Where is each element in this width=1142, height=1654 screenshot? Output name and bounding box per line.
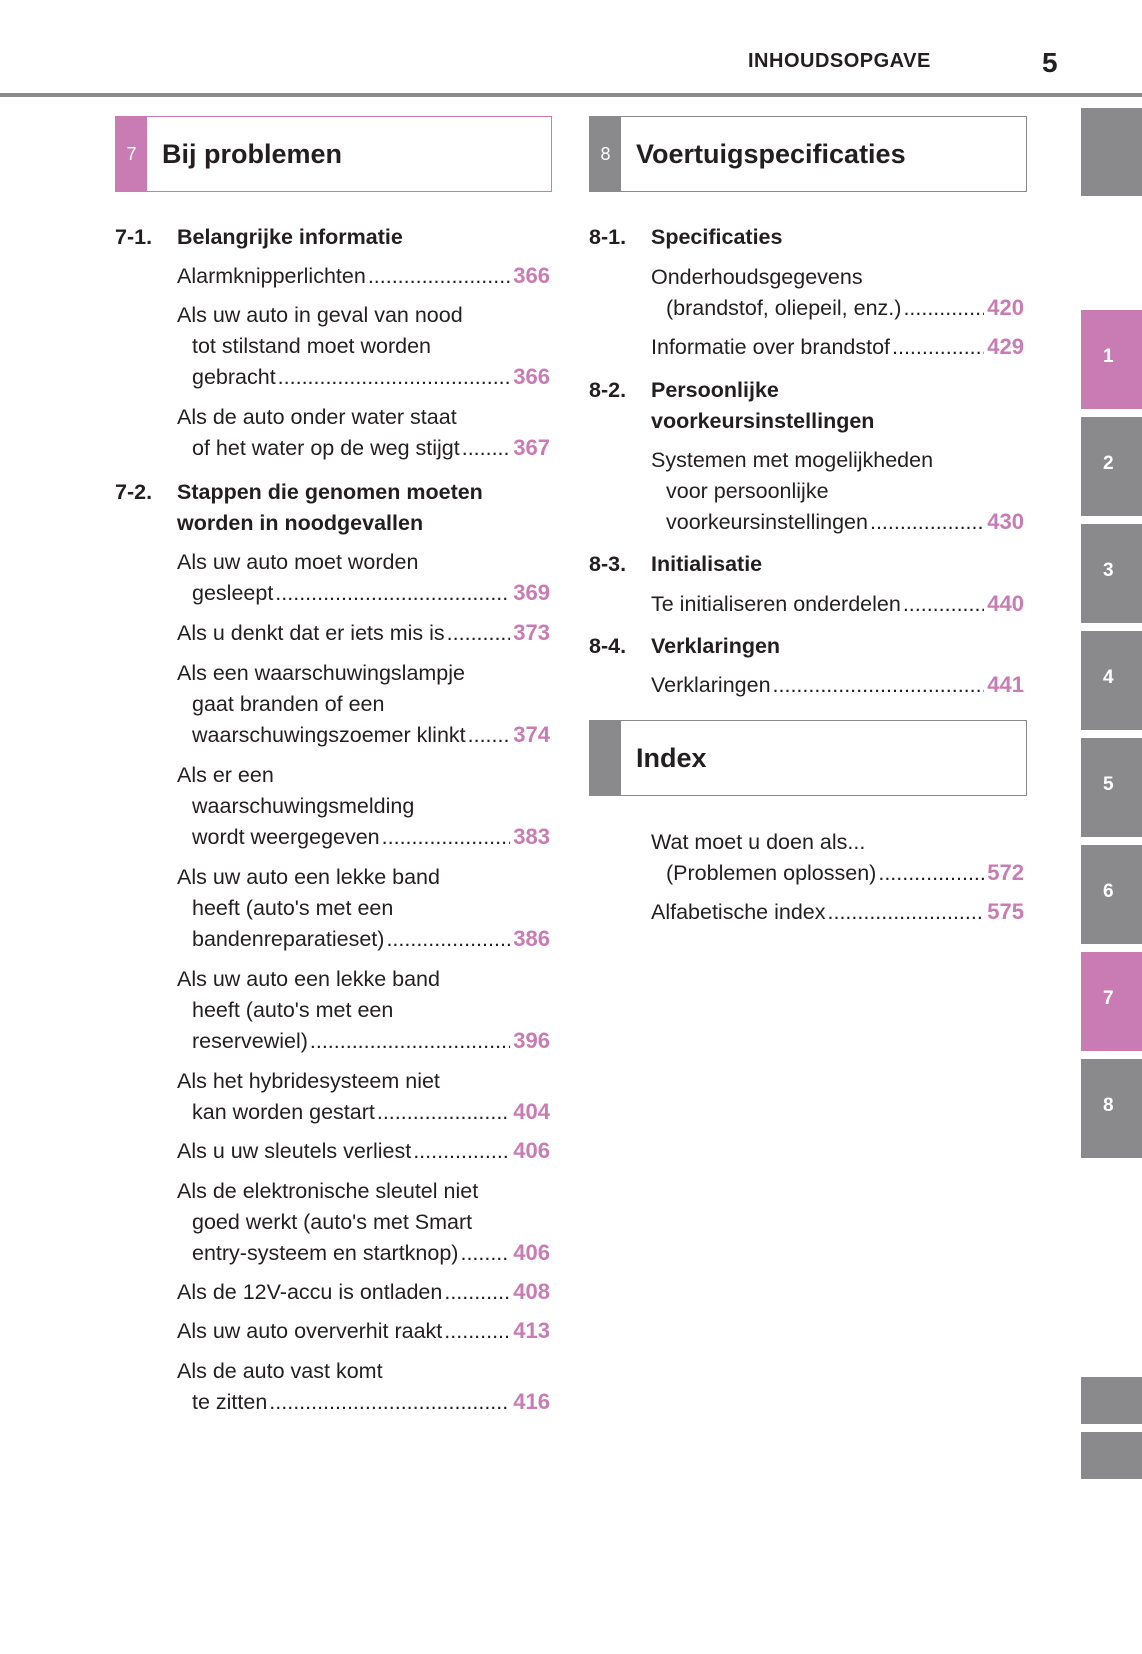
toc-page-number[interactable]: 404 — [513, 1099, 550, 1124]
toc-entry-line: Als uw auto een lekke band — [177, 865, 440, 889]
toc-entry-text: of het water op de weg stijgt — [192, 436, 460, 460]
leader-dots — [468, 722, 511, 748]
leader-dots — [462, 435, 511, 461]
toc-entry[interactable] — [666, 509, 1024, 535]
chapter-title: Voertuigspecificaties — [636, 138, 906, 169]
toc-entry-text: voorkeursinstellingen — [666, 510, 868, 534]
toc-entry-line: waarschuwingsmelding — [192, 794, 415, 818]
toc-page-number[interactable]: 413 — [513, 1318, 550, 1343]
toc-entry-text: Informatie over brandstof — [651, 335, 891, 359]
toc-entry-text: (Problemen oplossen) — [666, 861, 877, 885]
toc-entry[interactable] — [177, 1318, 550, 1344]
toc-entry-line: Als een waarschuwingslampje — [177, 661, 466, 685]
section-number: 8-3. — [589, 552, 627, 576]
toc-entry-line: Als de auto vast komt — [177, 1359, 383, 1383]
toc-page-number[interactable]: 575 — [987, 899, 1024, 924]
toc-page-number[interactable]: 366 — [513, 263, 550, 288]
toc-entry-line: Als de elektronische sleutel niet — [177, 1179, 479, 1203]
toc-entry[interactable] — [177, 1279, 550, 1305]
toc-entry[interactable] — [192, 1240, 550, 1266]
side-tab-label: 1 — [1103, 346, 1114, 367]
section-title[interactable]: Specificaties — [651, 225, 783, 249]
toc-entry[interactable] — [177, 620, 550, 646]
toc-entry-text: gebracht — [192, 365, 276, 389]
toc-entry[interactable] — [192, 824, 550, 850]
toc-entry[interactable] — [651, 899, 1024, 925]
toc-entry[interactable] — [192, 722, 550, 748]
toc-entry-line: Als uw auto een lekke band — [177, 967, 440, 991]
toc-entry[interactable] — [192, 1099, 550, 1125]
side-tab-6[interactable] — [1081, 845, 1142, 944]
toc-entry[interactable] — [192, 435, 550, 461]
toc-entry-line: goed werkt (auto's met Smart — [192, 1210, 473, 1234]
toc-entry-line: Systemen met mogelijkheden — [651, 448, 934, 472]
side-tab-4[interactable] — [1081, 631, 1142, 730]
toc-page-number[interactable]: 429 — [987, 334, 1024, 359]
leader-dots — [773, 672, 985, 698]
chapter-number: 7 — [116, 117, 147, 191]
leader-dots — [368, 263, 510, 289]
side-tab-label: 5 — [1103, 774, 1114, 795]
leader-dots — [413, 1138, 510, 1164]
toc-entry-text: kan worden gestart — [192, 1100, 375, 1124]
toc-entry-text: Als de 12V-accu is ontladen — [177, 1280, 443, 1304]
toc-entry-line: Als uw auto in geval van nood — [177, 303, 463, 327]
leader-dots — [903, 591, 984, 617]
toc-entry[interactable] — [177, 263, 550, 289]
leader-dots — [870, 509, 984, 535]
toc-entry-text: (brandstof, oliepeil, enz.) — [666, 296, 902, 320]
section-number: 8-1. — [589, 225, 627, 249]
side-tab-label: 4 — [1103, 667, 1114, 688]
leader-dots — [269, 1389, 510, 1415]
toc-entry-line: tot stilstand moet worden — [192, 334, 432, 358]
chapter-number: 8 — [590, 117, 621, 191]
section-title[interactable]: Stappen die genomen moeten — [177, 480, 483, 504]
toc-entry[interactable] — [192, 926, 550, 952]
toc-entry[interactable] — [651, 672, 1024, 698]
toc-entry-text: Als uw auto oververhit raakt — [177, 1319, 443, 1343]
leader-dots — [377, 1099, 510, 1125]
toc-entry-line: heeft (auto's met een — [192, 896, 394, 920]
side-tab-label: 7 — [1103, 988, 1114, 1009]
side-tab-label: 3 — [1103, 560, 1114, 581]
leader-dots — [892, 334, 984, 360]
toc-entry[interactable] — [651, 591, 1024, 617]
toc-page-number[interactable]: 386 — [513, 926, 550, 951]
leader-dots — [382, 824, 511, 850]
side-tab-blank — [1081, 108, 1142, 196]
side-tab-label: 8 — [1103, 1095, 1114, 1116]
index-marker — [590, 721, 621, 795]
running-header-title: INHOUDSOPGAVE — [748, 50, 931, 72]
toc-entry-text: bandenreparatieset) — [192, 927, 385, 951]
toc-entry-text: entry-systeem en startknop) — [192, 1241, 459, 1265]
side-tab-1[interactable] — [1081, 310, 1142, 409]
toc-entry[interactable] — [192, 580, 550, 606]
toc-page-number[interactable]: 440 — [987, 591, 1024, 616]
leader-dots — [444, 1318, 510, 1344]
toc-page-number[interactable]: 572 — [987, 860, 1024, 885]
toc-page-number[interactable]: 408 — [513, 1279, 550, 1304]
section-number: 7-1. — [115, 225, 153, 249]
toc-page-number[interactable]: 416 — [513, 1389, 550, 1414]
leader-dots — [903, 295, 984, 321]
index-heading[interactable] — [589, 720, 1027, 796]
side-tab-label: 6 — [1103, 881, 1114, 902]
toc-entry[interactable] — [192, 364, 550, 390]
leader-dots — [275, 580, 510, 606]
toc-entry-text: Als u uw sleutels verliest — [177, 1139, 412, 1163]
leader-dots — [878, 860, 984, 886]
toc-entry-text: Verklaringen — [651, 673, 771, 697]
toc-page-number[interactable]: 406 — [513, 1240, 550, 1265]
toc-entry-text: waarschuwingszoemer klinkt — [192, 723, 466, 747]
toc-page-number[interactable]: 369 — [513, 580, 550, 605]
toc-entry-line: Als er een — [177, 763, 274, 787]
page-number: 5 — [1042, 47, 1058, 78]
toc-entry[interactable] — [651, 334, 1024, 360]
toc-page-number[interactable]: 430 — [987, 509, 1024, 534]
toc-entry-text: Alfabetische index — [651, 900, 826, 924]
toc-entry-text: gesleept — [192, 581, 274, 605]
toc-entry-line: Als het hybridesysteem niet — [177, 1069, 440, 1093]
section-title[interactable]: Verklaringen — [651, 634, 781, 658]
toc-page-number[interactable]: 373 — [513, 620, 550, 645]
section-title[interactable]: voorkeursinstellingen — [651, 409, 875, 433]
side-tab-8[interactable] — [1081, 1059, 1142, 1158]
toc-entry-line: Wat moet u doen als... — [651, 830, 866, 854]
side-tab-3[interactable] — [1081, 524, 1142, 623]
toc-entry-text: te zitten — [192, 1390, 268, 1414]
chapter-8-heading[interactable] — [589, 116, 1027, 192]
index-title: Index — [636, 742, 707, 773]
leader-dots — [460, 1240, 510, 1266]
leader-dots — [278, 364, 511, 390]
side-tab-blank — [1081, 1432, 1142, 1479]
toc-page-number[interactable]: 374 — [513, 722, 550, 747]
side-tab-label: 2 — [1103, 453, 1114, 474]
side-tab-2[interactable] — [1081, 417, 1142, 516]
toc-page-number[interactable]: 420 — [987, 295, 1024, 320]
leader-dots — [386, 926, 510, 952]
toc-entry-line: Onderhoudsgegevens — [651, 265, 863, 289]
section-title[interactable]: worden in noodgevallen — [177, 511, 424, 535]
chapter-title: Bij problemen — [162, 138, 343, 169]
toc-entry[interactable] — [177, 1138, 550, 1164]
toc-entry-line: Als uw auto moet worden — [177, 550, 419, 574]
toc-entry-text: wordt weergegeven — [192, 825, 380, 849]
toc-entry[interactable] — [192, 1028, 550, 1054]
side-tab-blank — [1081, 1377, 1142, 1424]
leader-dots — [447, 620, 511, 646]
section-number: 8-4. — [589, 634, 627, 658]
toc-page-number[interactable]: 366 — [513, 364, 550, 389]
toc-entry-text: Alarmknipperlichten — [177, 264, 366, 288]
chapter-7-heading[interactable] — [115, 116, 552, 192]
toc-page-number[interactable]: 441 — [987, 672, 1024, 697]
toc-entry-text: Als u denkt dat er iets mis is — [177, 621, 445, 645]
toc-page-number[interactable]: 367 — [513, 435, 550, 460]
toc-page-number[interactable]: 396 — [513, 1028, 550, 1053]
toc-page-number[interactable]: 406 — [513, 1138, 550, 1163]
toc-entry-line: voor persoonlijke — [666, 479, 829, 503]
side-tab-5[interactable] — [1081, 738, 1142, 837]
section-title[interactable]: Persoonlijke — [651, 378, 779, 402]
section-number: 7-2. — [115, 480, 153, 504]
leader-dots — [310, 1028, 510, 1054]
toc-page-number[interactable]: 383 — [513, 824, 550, 849]
section-number: 8-2. — [589, 378, 627, 402]
toc-entry-line: gaat branden of een — [192, 692, 385, 716]
side-tab-7[interactable] — [1081, 952, 1142, 1051]
section-title[interactable]: Initialisatie — [651, 552, 763, 576]
toc-entry[interactable] — [666, 860, 1024, 886]
toc-entry[interactable] — [192, 1389, 550, 1415]
leader-dots — [828, 899, 985, 925]
toc-entry-line: heeft (auto's met een — [192, 998, 394, 1022]
toc-entry-text: reservewiel) — [192, 1029, 308, 1053]
toc-entry-line: Als de auto onder water staat — [177, 405, 457, 429]
toc-entry-text: Te initialiseren onderdelen — [651, 592, 901, 616]
section-title[interactable]: Belangrijke informatie — [177, 225, 403, 249]
leader-dots — [444, 1279, 510, 1305]
toc-entry[interactable] — [666, 295, 1024, 321]
header-rule — [0, 93, 1142, 97]
